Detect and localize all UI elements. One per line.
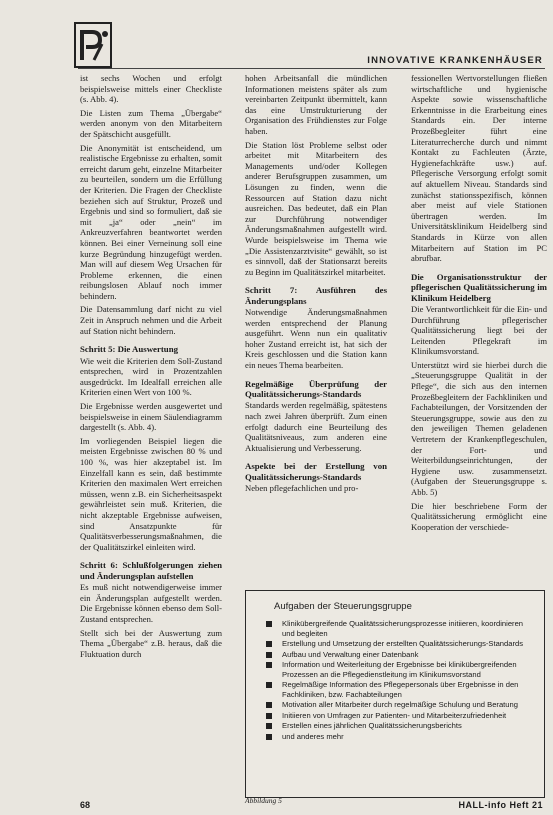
list-item bbox=[266, 619, 532, 638]
section-header: INNOVATIVE KRANKENHÄUSER bbox=[367, 55, 543, 66]
paragraph: Es muß nicht notwendigerweise immer ein Änderungsplan aufgestellt werden. Die Ergebnisse können ebenso dem Soll-Zustand entsprechen. bbox=[80, 582, 222, 624]
paragraph: Notwendige Änderungsmaßnahmen werden entsprechend der Planung ausgeführt. Wenn nun ein qualitativ hoher Zustand erreicht ist, hat sich der Kreis geschlossen und die Station kann ein neues Thema bearbeiten. bbox=[245, 307, 387, 371]
paragraph: Stellt sich bei der Auswertung zum Thema „Übergabe“ z.B. heraus, daß die Fluktuation durch bbox=[80, 627, 222, 659]
tasks-list bbox=[266, 619, 532, 742]
list-item bbox=[266, 711, 532, 721]
journal-footer: HALL-info Heft 21 bbox=[458, 800, 543, 810]
list-item bbox=[266, 639, 532, 649]
paragraph: Wie weit die Kriterien dem Soll-Zustand entsprechen, wird in Prozentzahlen ausgedrückt. Im Idealfall erreichen alle Kriterien einen Wert von 100 %. bbox=[80, 355, 222, 398]
paragraph: Im vorliegenden Beispiel liegen die meisten Ergebnisse zwischen 80 % und 100 %, was hier akzeptabel ist. Im Einzelfall kann es sein, daß bestimmte Kriterien den maximalen Wert erreichen müssen, wenn z.B. ein Sicherheitsaspekt gewährleistet sein muß. Kriterien, die nicht akzeptable Ergebnisse aufweisen, sind Ansatzpunkte für Qualitätsverbesserungsmaßnahmen, die der Qualitätszirkel einleiten wird. bbox=[80, 435, 222, 552]
square-bullet-icon bbox=[266, 713, 272, 719]
publisher-logo-icon bbox=[74, 22, 112, 68]
square-bullet-icon bbox=[266, 652, 272, 658]
list-item-text: Regelmäßige Information des Pflegepersonals über Ergebnisse in den Fachkliniken, bzw. Fachabteilungen bbox=[282, 680, 519, 699]
list-item-text: Information und Weiterleitung der Ergebnisse bei klinikübergreifenden Prozessen an die Pflegedienstleitung im Klinikumsvorstand bbox=[282, 660, 517, 679]
paragraph: Die Station löst Probleme selbst oder arbeitet mit Mitarbeitern des Managements und/oder Kollegen anderer Berufsgruppen zusammen, um Lösungen zu finden, wenn die Ressourcen auf Station dazu nicht ausreichen. Das bedeutet, daß ein Plan zur Durchführung notwendiger Änderungsmaßnahmen aufgestellt wird. Wurde beispielsweise im Thema wie „Die Assistenzarztvisite“ gewählt, so ist es sinnvoll, daß der Stationsarzt bereits zu Beginn im Qualitätszirkel mitarbeitet. bbox=[245, 139, 387, 277]
paragraph: Unterstützt wird sie hierbei durch die „Steuerungsgruppe Qualität in der Pflege“, die sich aus den internen Prozeßbegleitern der Fachkliniken und Fachabteilungen, der Vorsitzenden der Steuerungsgruppe, sowie aus den zu den jeweiligen Themen geladenen Vertretern der Krankenpflegeschulen, der Fort- und Weiterbildungseinrichtungen, der Hygiene usw. zusammensetzt. (Aufgaben der Steuerungsgruppe s. Abb. 5) bbox=[411, 359, 547, 497]
paragraph: Standards werden regelmäßig, spätestens nach zwei Jahren überprüft. Zum einen erfolgt dadurch eine Beurteilung des Qualitätsniveaus, zum anderen eine Aktualisierung und Verbesserung. bbox=[245, 400, 387, 453]
square-bullet-icon bbox=[266, 734, 272, 740]
list-item-text: Erstellen eines jährlichen Qualitätssicherungsberichts bbox=[282, 721, 462, 730]
section-heading: Schritt 6: Schlußfolgerungen ziehen und Änderungsplan aufstellen bbox=[80, 560, 222, 581]
paragraph: hohen Arbeitsanfall die mündlichen Informationen meistens später als zum vereinbarten Zeitpunkt übermittelt, kann das eine Umstrukturierung der Organisation des Frühdienstes zur Folge haben. bbox=[245, 73, 387, 136]
paragraph: Die Verantwortlichkeit für die Ein- und Durchführung pflegerischer Qualitätssicherung liegt bei der Leitenden Pflegekraft im Klinikumsvorstand. bbox=[411, 303, 547, 357]
square-bullet-icon bbox=[266, 662, 272, 668]
list-item-text: Klinikübergreifende Qualitätssicherungsprozesse initiieren, koordinieren und begleiten bbox=[282, 619, 524, 638]
list-item bbox=[266, 721, 532, 731]
list-item bbox=[266, 650, 532, 660]
square-bullet-icon bbox=[266, 723, 272, 729]
paragraph: ist sechs Wochen und erfolgt beispielsweise mittels einer Checkliste (s. Abb. 4). bbox=[80, 73, 222, 105]
text-column-1 bbox=[80, 73, 222, 662]
box-title: Aufgaben der Steuerungsgruppe bbox=[274, 601, 412, 612]
section-heading: Schritt 5: Die Auswertung bbox=[80, 344, 178, 355]
text-column-2 bbox=[245, 73, 387, 497]
paragraph: Die hier beschriebene Form der Qualitätssicherung ermöglicht eine Kooperation der verschiede- bbox=[411, 500, 547, 532]
list-item-text: und anderes mehr bbox=[282, 731, 344, 741]
section-heading: Aspekte bei der Erstellung von Qualitätssicherungs-Standards bbox=[245, 461, 387, 482]
square-bullet-icon bbox=[266, 682, 272, 688]
list-item bbox=[266, 732, 532, 742]
square-bullet-icon bbox=[266, 621, 272, 627]
paragraph: Die Listen zum Thema „Übergabe“ werden anonym von den Mitarbeitern der Spätschicht ausgefüllt. bbox=[80, 107, 222, 139]
paragraph: Die Anonymität ist entscheidend, um realistische Ergebnisse zu erhalten, somit erreicht darum geht, einzelne Mitarbeiter zu beurteilen, sondern um die Erfüllung der Kriterien. Die Fragen der Checkliste beziehen sich auf Struktur, Prozeß und Ergebnis und sind so formuliert, daß sie mit „ja“ oder „nein“ im Ankreuzverfahren beantwortet werden können. Bei einer Verneinung soll eine kurze Begründung hinzugefügt werden. Man will auf diesem Weg Ursachen für Probleme erkennen, die einen reibungslosen Ablauf noch immer behindern. bbox=[80, 142, 222, 301]
page-number: 68 bbox=[80, 800, 91, 810]
list-item bbox=[266, 660, 532, 679]
list-item-text: Aufbau und Verwaltung einer Datenbank bbox=[282, 649, 419, 659]
square-bullet-icon bbox=[266, 702, 272, 708]
text-column-3 bbox=[411, 73, 547, 535]
header-divider bbox=[78, 68, 545, 69]
list-item bbox=[266, 680, 532, 699]
paragraph: Neben pflegefachlichen und pro- bbox=[245, 483, 359, 494]
paragraph: Die Ergebnisse werden ausgewertet und beispielsweise in einem Säulendiagramm dargestellt (s. Abb. 4). bbox=[80, 401, 222, 433]
list-item bbox=[266, 700, 532, 710]
square-bullet-icon bbox=[266, 641, 272, 647]
tasks-box bbox=[245, 590, 545, 798]
figure-caption: Abbildung 5 bbox=[245, 796, 282, 805]
list-item-text: Initiieren von Umfragen zur Patienten- und Mitarbeiterzufriedenheit bbox=[282, 710, 507, 720]
section-heading: Schritt 7: Ausführen des Änderungsplans bbox=[245, 285, 387, 306]
list-item-text: Erstellung und Umsetzung der erstellten Qualitätssicherungs-Standards bbox=[282, 639, 524, 648]
section-heading: Die Organisationsstruktur der pflegerischen Qualitätssicherung im Klinikum Heidelberg bbox=[411, 271, 547, 303]
section-heading: Regelmäßige Überprüfung der Qualitätssicherungs-Standards bbox=[245, 378, 387, 400]
paragraph: Die Datensammlung darf nicht zu viel Zeit in Anspruch nehmen und die Arbeit auf Station nicht behindern. bbox=[80, 304, 222, 336]
list-item-text: Motivation aller Mitarbeiter durch regelmäßige Schulung und Beratung bbox=[282, 700, 518, 709]
paragraph: fessionellen Wertvorstellungen fließen wirtschaftliche und hygienische Aspekte sowie wissenschaftliche Erkenntnisse in die Erarbeitung eines Standards ein. Der interne Prozeßbegleiter führt eine Literaturrecherche durch und nimmt Kontakt zu Fachleuten (Ärzte, Hygienefachkräfte usw.) auf. Pflegerische Versorgung erfolgt somit auf aktuellem Niveau. Standards sind zunächst stationsspezifisch, können aber meist auf viele Stationen übertragen werden. Im Universitätsklinikum Heidelberg sind Standards in Kürze von allen Mitarbeitern auf Station im PC abrufbar. bbox=[411, 73, 547, 264]
